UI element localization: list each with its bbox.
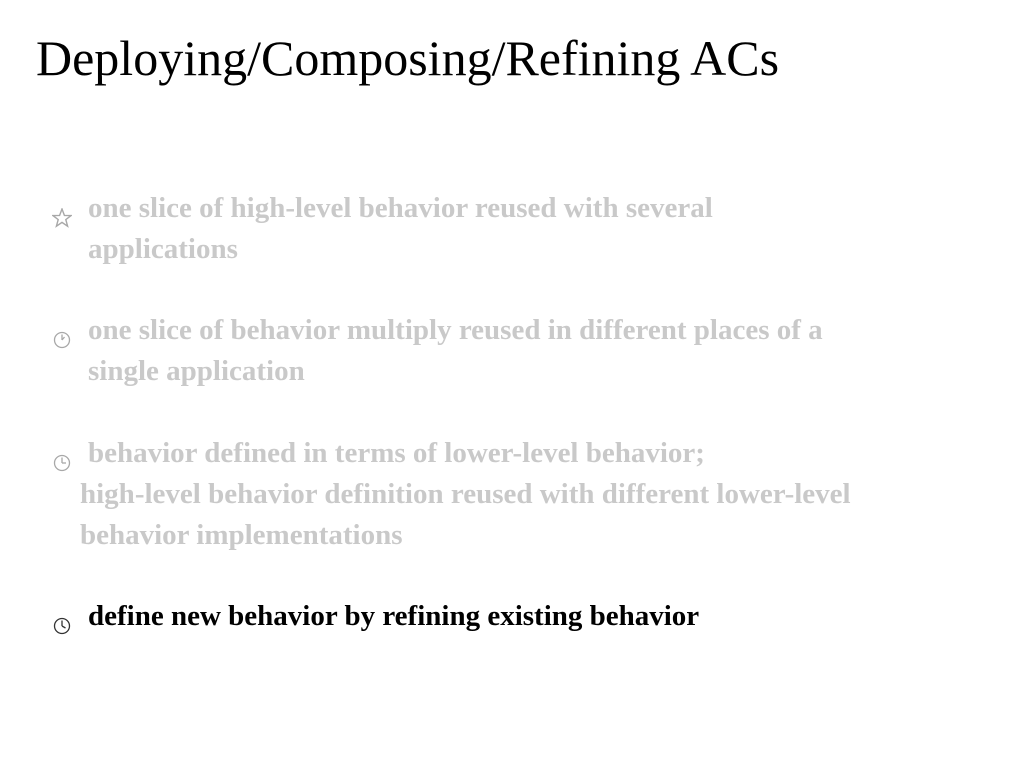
bullet-item-active bbox=[52, 596, 699, 637]
bullet-text: behavior defined in terms of lower-level behavior; bbox=[88, 437, 705, 469]
slide-title: Deploying/Composing/Refining ACs bbox=[36, 30, 780, 86]
bullet-text: applications bbox=[88, 233, 238, 265]
bullet-text: one slice of high-level behavior reused with several bbox=[88, 192, 713, 224]
bullet-text: one slice of behavior multiply reused in different places of a bbox=[88, 314, 823, 346]
bullet-item bbox=[52, 433, 851, 556]
bullet-text: single application bbox=[88, 355, 305, 387]
bullet-item bbox=[52, 310, 823, 392]
bullet-text: define new behavior by refining existing behavior bbox=[88, 600, 700, 632]
bullet-text: high-level behavior definition reused with different lower-level bbox=[80, 478, 851, 510]
bullet-item bbox=[52, 188, 713, 270]
bullet-text: behavior implementations bbox=[80, 519, 403, 551]
